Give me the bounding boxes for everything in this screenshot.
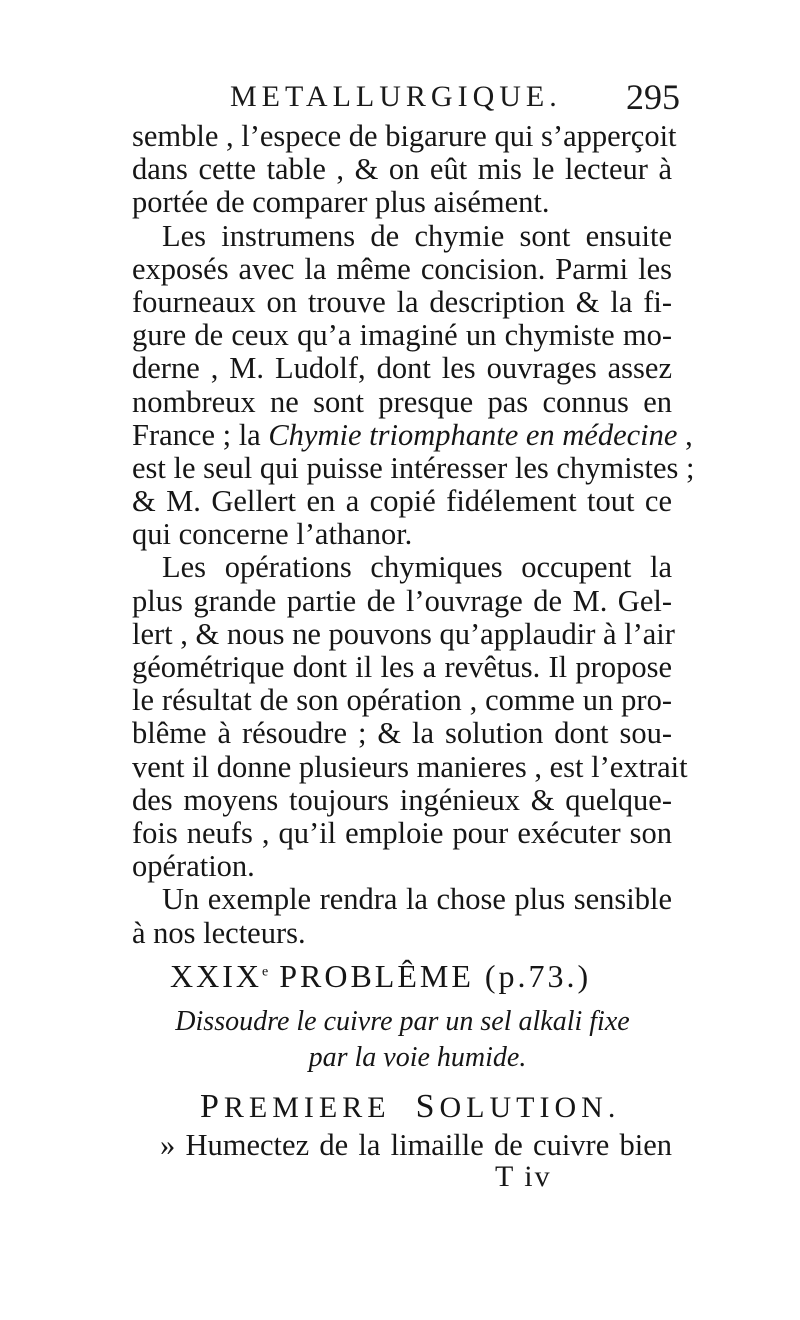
small-caps-initial: P <box>200 1088 224 1125</box>
text-line: dans cette table , & on eût mis le lecteur à <box>132 152 672 187</box>
text-line: Un exemple rendra la chose plus sensible <box>162 882 672 917</box>
text-fragment: , <box>677 417 693 452</box>
text-line: vent il donne plusieurs manieres , est l’extrait <box>132 749 688 784</box>
signature-mark: T iv <box>495 1160 552 1193</box>
small-caps-initial: S <box>415 1088 440 1125</box>
text-line: nombreux ne sont presque pas connus en <box>132 384 672 419</box>
text-line: blême à résoudre ; & la solution dont sou- <box>132 716 672 751</box>
text-line: exposés avec la même concision. Parmi les <box>132 251 672 286</box>
text-line: portée de comparer plus aisément. <box>132 185 550 220</box>
problem-heading <box>170 958 591 995</box>
statement-line: Dissoudre le cuivre par un sel alkali fixe <box>175 1006 630 1037</box>
text-line: le résultat de son opération , comme un pro- <box>132 683 672 718</box>
quoted-text-line: » Humectez de la limaille de cuivre bien <box>160 1128 672 1162</box>
text-line: géométrique dont il les a revêtus. Il propose <box>132 650 672 684</box>
text-line: des moyens toujours ingénieux & quelque- <box>132 782 672 817</box>
problem-statement <box>135 1004 670 1076</box>
text-line: gure de ceux qu’a imaginé un chymiste mo- <box>132 318 672 353</box>
text-fragment: France ; la <box>132 417 269 452</box>
text-line: lert , & nous ne pouvons qu’applaudir à l’air <box>132 616 675 651</box>
text-line: fois neufs , qu’il emploie pour exécuter son <box>132 815 672 850</box>
solution-heading <box>200 1088 620 1126</box>
text-line: est le seul qui puisse intéresser les chymistes ; <box>132 450 695 485</box>
body-text <box>132 119 695 950</box>
small-caps-rest: OLUTION. <box>439 1091 621 1124</box>
text-line-with-title <box>132 417 693 452</box>
text-line: qui concerne l’athanor. <box>132 517 413 552</box>
text-line: Les opérations chymiques occupent la <box>162 550 672 585</box>
statement-line: par la voie humide. <box>308 1042 527 1073</box>
small-caps-rest: REMIERE <box>223 1091 391 1124</box>
text-line: à nos lecteurs. <box>132 915 306 950</box>
problem-numeral: XXIX <box>170 958 262 994</box>
text-line: plus grande partie de l’ouvrage de M. Gel- <box>132 583 672 618</box>
problem-title: PROBLÊME (p.73.) <box>268 958 592 994</box>
text-line: Les instrumens de chymie sont ensuite <box>162 218 672 253</box>
text-line: & M. Gellert en a copié fidélement tout ce <box>132 484 672 519</box>
problem-superscript: e <box>261 964 269 980</box>
text-line: derne , M. Ludolf, dont les ouvrages assez <box>132 351 672 386</box>
text-line: fourneaux on trouve la description & la fi- <box>132 284 672 319</box>
running-head <box>130 76 680 120</box>
text-line: semble , l’espece de bigarure qui s’apperçoit <box>132 119 677 153</box>
text-line: opération. <box>132 849 255 884</box>
book-title-italic: Chymie triomphante en médecine <box>268 417 678 452</box>
running-title: METALLURGIQUE. <box>230 80 562 113</box>
page-number: 295 <box>626 77 680 117</box>
